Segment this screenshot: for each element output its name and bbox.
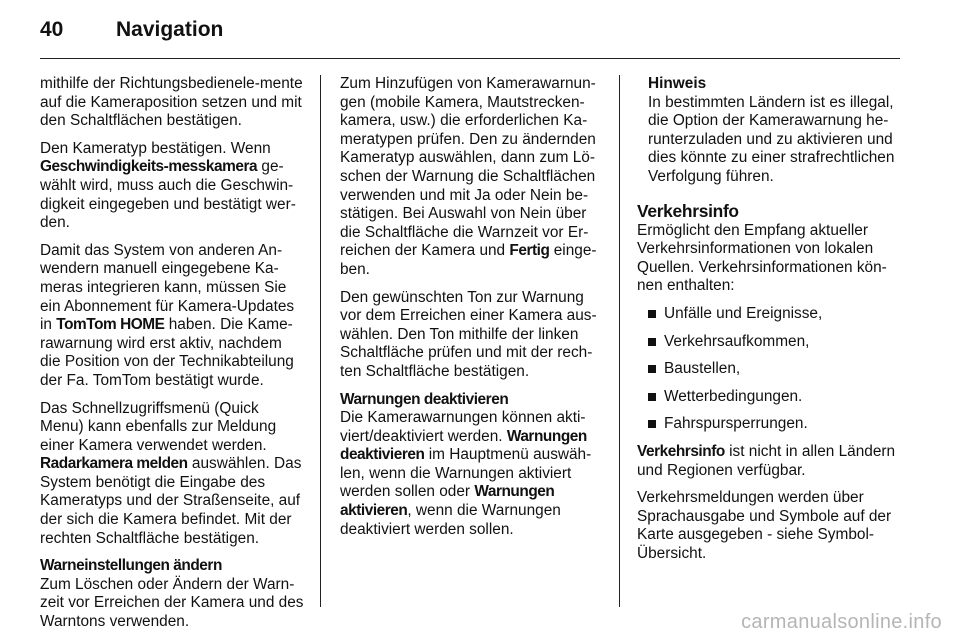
text-run: ge-wählt wird, muss auch die Geschwin-digkeit eingegeben und bestätigt wer-den.: [40, 158, 296, 232]
subsection-heading: Warnungen deaktivieren: [340, 390, 509, 408]
text-run: einge-ben.: [340, 242, 597, 278]
bold-term: Radarkamera melden: [40, 455, 188, 473]
column-left: [40, 75, 304, 641]
text-run: auswählen. Das System benötigt die Eingabe des Kameratyps und der Straßenseite, auf der sich die Kamera befindet. Mit der rechten Schaltfläche bestätigen.: [40, 455, 302, 547]
text-run: ist nicht in allen Ländern und Regionen verfügbar.: [637, 442, 896, 479]
note-heading: Hinweis: [648, 75, 707, 92]
list-item-text: Fahrspursperrungen.: [664, 415, 808, 433]
list-item: [648, 388, 901, 407]
paragraph: [340, 75, 604, 280]
paragraph: Verkehrsmeldungen werden über Sprachausgabe und Symbole auf der Karte ausgegeben - siehe Symbol-Übersicht.: [637, 489, 892, 562]
text-run: haben. Die Kame-rawarnung wird erst aktiv, nachdem die Position von der Technikabteilung der Fa. TomTom bestätigt wurde.: [40, 316, 294, 389]
square-bullet-icon: [648, 310, 656, 318]
text-run: Das Schnellzugriffsmenü (Quick Menu) kann ebenfalls zur Meldung einer Kamera verwendet werden.: [40, 399, 277, 454]
header-rule: [40, 58, 900, 59]
list-item: [648, 305, 901, 324]
note-text: In bestimmten Ländern ist es illegal, die Option der Kamerawarnung he-runterzuladen und zu aktivieren und dies könnte zu einer strafrechtlichen Verfolgung führen.: [648, 93, 895, 185]
square-bullet-icon: [648, 393, 656, 401]
text-run: Den Kameratyp bestätigen. Wenn: [40, 139, 271, 157]
bullet-list: [637, 305, 901, 434]
text-run: Ermöglicht den Empfang aktueller Verkehrsinformationen von lokalen Quellen. Verkehrsinformationen kön-nen enthalten:: [637, 221, 887, 295]
paragraph: mithilfe der Richtungsbedienele-mente auf die Kameraposition setzen und mit den Schaltflächen bestätigen.: [40, 75, 303, 130]
column-middle: [340, 75, 604, 548]
square-bullet-icon: [648, 365, 656, 373]
column-right: [637, 75, 901, 572]
bold-term: Verkehrsinfo: [637, 442, 725, 460]
text-run: im Hauptmenü auswäh-len, wenn die Warnungen aktiviert werden sollen oder: [340, 446, 592, 501]
paragraph: [40, 140, 304, 233]
text-run: , wenn die Warnungen deaktiviert werden sollen.: [340, 502, 561, 538]
list-item-text: Baustellen,: [664, 360, 741, 378]
text-run: Zum Hinzufügen von Kamerawarnun-gen (mobile Kamera, Mautstrecken-kamera, usw.) die erforderlichen Ka-meratypen prüfen. Den zu ändernden Kameratyp auswählen, dann zum Lö-schen der Warnung die Schaltflächen verwenden und mit Ja oder Nein be-stätigen. Bei Auswahl von Nein über die Schaltfläche die Warnzeit vor Er-reichen der Kamera und: [340, 75, 596, 260]
text-run: Die Kamerawarnungen können akti-viert/deaktiviert werden.: [340, 409, 586, 445]
page-number: 40: [40, 18, 64, 41]
list-item: [648, 415, 901, 434]
column-divider: [619, 75, 620, 607]
list-item: [648, 360, 901, 379]
paragraph: [40, 242, 304, 391]
column-divider: [320, 75, 321, 607]
paragraph: Den gewünschten Ton zur Warnung vor dem Erreichen einer Kamera aus-wählen. Den Ton mithilfe der linken Schaltfläche prüfen und mit der rech-ten Schaltfläche bestätigen.: [340, 288, 597, 380]
page-title: Navigation: [116, 18, 224, 41]
bold-term: TomTom HOME: [56, 316, 165, 334]
note-box: [637, 75, 901, 187]
paragraph: [40, 400, 304, 549]
text-run: Zum Löschen oder Ändern der Warn-zeit vor Erreichen der Kamera und des Warntons verwenden.: [40, 575, 304, 631]
bold-term: Warnungen deaktivieren: [340, 427, 587, 464]
list-item: [648, 333, 901, 352]
watermark: carmanualsonline.info: [741, 611, 942, 633]
subsection: [340, 391, 604, 540]
subsection: [40, 557, 304, 631]
list-item-text: Wetterbedingungen.: [664, 387, 803, 405]
section-heading: Verkehrsinfo: [637, 200, 739, 221]
bold-term: Fertig: [509, 242, 550, 260]
subsection-heading: Warneinstellungen ändern: [40, 557, 222, 575]
bold-term: Warnungen aktivieren: [340, 483, 555, 520]
bold-term: Geschwindigkeits-messkamera: [40, 158, 258, 176]
square-bullet-icon: [648, 338, 656, 346]
text-run: Damit das System von anderen An-wendern manuell eingegebene Ka-meras integrieren kann, müssen Sie ein Abonnement für Kamera-Updates in: [40, 241, 295, 334]
section: [637, 201, 901, 296]
list-item-text: Verkehrsaufkommen,: [664, 332, 810, 350]
paragraph: [637, 443, 901, 480]
list-item-text: Unfälle und Ereignisse,: [664, 304, 823, 322]
square-bullet-icon: [648, 420, 656, 428]
